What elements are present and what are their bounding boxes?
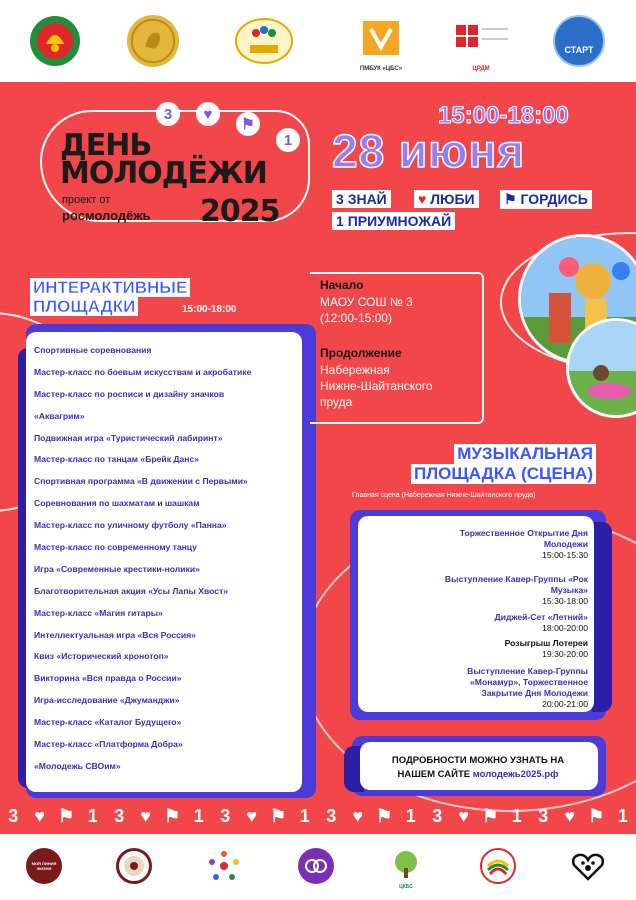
heart-symbol-icon: ♥	[196, 102, 220, 126]
strip-symbol-icon: 3	[432, 805, 443, 826]
tree-logo	[388, 848, 424, 890]
activity-item: Мастер-класс «Платформа Добра»	[34, 739, 183, 750]
info-text	[366, 754, 590, 782]
start-logo	[552, 14, 606, 68]
activity-item: «Молодежь СВОим»	[34, 760, 121, 771]
strip-symbol-icon: 3	[220, 805, 231, 826]
interactive-title-line1: ИНТЕРАКТИВНЫЕ	[30, 278, 190, 297]
strip-symbol-icon: 1	[193, 805, 204, 826]
venue-cont-line2: Нижне-Шайтанского	[320, 379, 433, 393]
activity-item: Викторина «Вся правда о России»	[34, 673, 182, 684]
ribbon-ball-logo	[480, 848, 516, 884]
brand-org: росмолодёжь	[62, 208, 151, 223]
dark-red-logo	[26, 848, 62, 884]
heart-icon: ♥	[418, 191, 427, 207]
brand-title	[60, 128, 267, 191]
activity-item: Подвижная игра «Туристический лабиринт»	[34, 432, 223, 443]
brand-year: 2025	[200, 194, 280, 229]
schedule-item	[368, 528, 588, 561]
motto-icon: 3	[336, 191, 344, 207]
know-symbol-icon: 3	[156, 102, 180, 126]
activity-item: Благотворительная акция «Усы Лапы Хвост»	[34, 585, 229, 596]
strip-symbol-icon: 3	[114, 805, 125, 826]
activity-item: Мастер-класс по росписи и дизайну значков	[34, 388, 225, 399]
strip-symbol-icon: 1	[299, 805, 310, 826]
schedule-line: Выступление Кавер-Группы «Рок	[444, 574, 588, 584]
venue-cont-label: Продолжение	[320, 346, 402, 360]
schedule-time: 18:00-20:00	[542, 623, 588, 633]
strip-symbol-icon: 3	[538, 805, 549, 826]
activity-item: «Аквагрим»	[34, 410, 85, 421]
schedule-line: Закрытие Дня Молодежи	[481, 688, 588, 698]
schedule-time: 15:30-18:00	[542, 596, 588, 606]
music-title	[411, 444, 596, 484]
strip-symbol-icon: ⚑	[482, 805, 499, 826]
start-label: СТАРТ	[564, 45, 594, 55]
motto-text: ЗНАЙ	[347, 191, 387, 207]
motto-icon: 1	[336, 213, 344, 229]
schedule-panel-edge	[592, 522, 612, 712]
proud-symbol-icon: ⚑	[236, 112, 260, 136]
strip-symbol-icon: 1	[617, 805, 628, 826]
strip-symbol-icon: ♥	[34, 805, 46, 826]
schedule-item	[368, 574, 588, 607]
activity-item: Интеллектуальная игра «Вся Россия»	[34, 629, 196, 640]
schedule-line: «Монамур», Торжественное	[470, 677, 588, 687]
motto-icon: ⚑	[504, 191, 517, 207]
venue-start-time: (12:00-15:00)	[320, 311, 393, 325]
strip-symbol-icon: 1	[511, 805, 522, 826]
schedule-line: Выступление Кавер-Группы	[467, 666, 588, 676]
strip-symbol-icon: ⚑	[588, 805, 605, 826]
activity-item: Игра «Современные крестики-нолики»	[34, 563, 200, 574]
activity-item: Квиз «Исторический хронотоп»	[34, 651, 169, 662]
activity-item: Мастер-класс по боевым искусствам и акробатике	[34, 366, 252, 377]
multiply-symbol-icon: 1	[276, 128, 300, 152]
schedule-item	[368, 638, 588, 660]
schedule-item	[368, 612, 588, 634]
strip-symbol-icon: ⚑	[58, 805, 75, 826]
activity-item: Спортивная программа «В движении с Первыми»	[34, 476, 248, 487]
motto-know	[332, 190, 391, 208]
motto-text: ПРИУМНОЖАЙ	[347, 213, 452, 229]
paw-heart-logo	[570, 848, 606, 884]
schedule-line: Диджей-Сет «Летний»	[494, 612, 588, 622]
strip-symbol-icon: ♥	[458, 805, 470, 826]
strip-symbol-icon: 1	[87, 805, 98, 826]
round-emblem-logo	[116, 848, 152, 884]
activities-list	[34, 344, 300, 782]
interactive-title	[30, 278, 190, 316]
dark-red-logo-label: МОЯ ЛИНИЯ ЖИЗНИ	[31, 861, 57, 871]
cbs-library-logo	[354, 14, 408, 72]
strip-symbol-icon: 3	[326, 805, 337, 826]
cbs-library-label: ПМБУК «ЦБС»	[359, 66, 403, 72]
venue-start-label: Начало	[320, 278, 364, 292]
motto-text: ЛЮБИ	[430, 191, 475, 207]
activity-item: Мастер-класс по танцам «Брейк Данс»	[34, 454, 200, 465]
strip-symbol-icon: ♥	[140, 805, 152, 826]
schedule-line: Розыгрыш Лотереи	[504, 638, 588, 648]
district-emblem-logo	[28, 14, 82, 68]
music-subtitle: Главная сцена (Набережная Нижне-Шайтанского пруда)	[352, 492, 536, 499]
interactive-time: 15:00-18:00	[182, 304, 237, 315]
motto-multiply	[332, 212, 455, 230]
partner-logos-bottom	[0, 834, 636, 900]
website-link[interactable]: молодежь2025.рф	[472, 769, 559, 780]
info-line1: ПОДРОБНОСТИ МОЖНО УЗНАТЬ НА	[391, 755, 565, 766]
motto-love	[414, 190, 479, 208]
schedule-time: 19:30-20:00	[542, 649, 588, 659]
strip-symbol-icon: ⚑	[270, 805, 287, 826]
schedule-time: 15:00-15:30	[542, 550, 588, 560]
brand-title-line2: МОЛОДЁЖИ	[60, 156, 267, 191]
dots-circle-logo	[206, 848, 242, 884]
schedule-item	[368, 666, 588, 710]
activity-item: Мастер-класс «Магия гитары»	[34, 607, 163, 618]
crdm-label: ЦРДМ	[472, 66, 490, 72]
motto-text: ГОРДИСЬ	[520, 191, 588, 207]
info-line2: НАШЕМ САЙТЕ	[397, 769, 471, 780]
purple-knot-logo	[298, 848, 334, 884]
activity-item: Мастер-класс по современному танцу	[34, 542, 197, 553]
brand-title-line1: ДЕНЬ	[60, 128, 152, 163]
crdm-logo	[452, 14, 510, 72]
strip-symbol-icon: 3	[8, 805, 19, 826]
strip-symbol-icon: ♥	[352, 805, 364, 826]
gold-emblem-logo	[126, 14, 180, 68]
activity-item: Мастер-класс «Каталог Будущего»	[34, 717, 182, 728]
schedule-line: Музыка»	[550, 585, 588, 595]
schedule-time: 20:00-21:00	[542, 699, 588, 709]
motto-proud	[500, 190, 592, 209]
symbol-strip	[0, 804, 636, 828]
poster	[0, 82, 636, 834]
activity-item: Спортивные соревнования	[34, 345, 152, 355]
activity-item: Соревнования по шахматам и шашкам	[34, 498, 200, 509]
strip-symbol-icon: ⚑	[164, 805, 181, 826]
music-title-line1: МУЗЫКАЛЬНАЯ	[454, 444, 596, 464]
tree-logo-label: ЦКБС	[399, 884, 413, 890]
brand-project-from: проект от	[62, 194, 111, 206]
venue-cont-line3: пруда	[320, 395, 353, 409]
schedule-line: Торжественное Открытие Дня	[459, 528, 588, 538]
interactive-title-line2: ПЛОЩАДКИ	[30, 297, 138, 316]
strip-symbol-icon: ⚑	[376, 805, 393, 826]
activity-item: Мастер-класс по уличному футболу «Панна»	[34, 520, 227, 531]
event-time: 15:00-18:00	[438, 102, 569, 129]
strip-symbol-icon: ♥	[564, 805, 576, 826]
family-library-logo	[234, 14, 294, 68]
event-date: 28 июня	[332, 125, 526, 177]
venue-start-place: МАОУ СОШ № 3	[320, 295, 413, 309]
partner-logos-top	[0, 0, 636, 82]
schedule-line: Молодежи	[543, 539, 588, 549]
strip-symbol-icon: 1	[405, 805, 416, 826]
activity-item: Игра-исследование «Джуманджи»	[34, 695, 180, 706]
venue-cont-line1: Набережная	[320, 363, 390, 377]
music-title-line2: ПЛОЩАДКА (СЦЕНА)	[411, 464, 596, 484]
strip-symbol-icon: ♥	[246, 805, 258, 826]
